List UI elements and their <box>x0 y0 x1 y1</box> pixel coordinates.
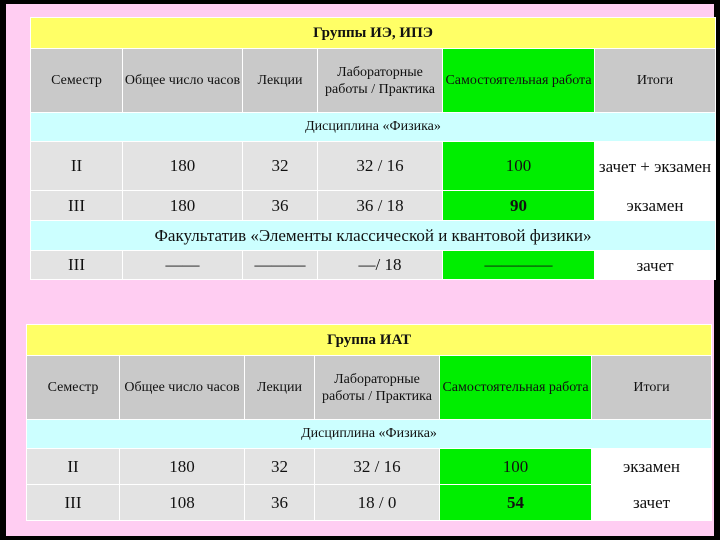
header-self-study: Самостоятельная работа <box>443 49 595 113</box>
header-lectures: Лекции <box>245 356 315 420</box>
header-lectures: Лекции <box>243 49 318 113</box>
cell-total-hours: 180 <box>123 142 243 191</box>
cell-semester: II <box>31 142 123 191</box>
cell-total-hours: 108 <box>120 485 245 521</box>
header-total-hours: Общее число часов <box>123 49 243 113</box>
cell-self-study: 100 <box>443 142 595 191</box>
table-row <box>27 485 712 521</box>
cell-self-study: ———— <box>443 251 595 280</box>
table-row <box>27 449 712 485</box>
cell-results: экзамен <box>595 191 716 221</box>
header-labs: Лабораторные работы / Практика <box>318 49 443 113</box>
cell-labs: 32 / 16 <box>315 449 440 485</box>
cell-lectures: ——— <box>243 251 318 280</box>
table-title: Группа ИАТ <box>27 325 712 356</box>
discipline-label: Дисциплина «Физика» <box>31 113 716 142</box>
cell-labs: 36 / 18 <box>318 191 443 221</box>
header-results: Итоги <box>595 49 716 113</box>
cell-lectures: 36 <box>243 191 318 221</box>
cell-semester: II <box>27 449 120 485</box>
discipline-label: Дисциплина «Физика» <box>27 420 712 449</box>
slide <box>6 4 714 536</box>
cell-semester: III <box>31 251 123 280</box>
header-labs: Лабораторные работы / Практика <box>315 356 440 420</box>
cell-semester: III <box>31 191 123 221</box>
header-self-study: Самостоятельная работа <box>440 356 592 420</box>
header-semester: Семестр <box>31 49 123 113</box>
cell-results: зачет <box>595 251 716 280</box>
table-row <box>31 191 716 221</box>
header-results: Итоги <box>592 356 712 420</box>
table-row <box>31 142 716 191</box>
table-title: Группы ИЭ, ИПЭ <box>31 18 716 49</box>
elective-label: Факультатив «Элементы классической и квантовой физики» <box>31 221 716 251</box>
cell-lectures: 32 <box>245 449 315 485</box>
cell-labs: 18 / 0 <box>315 485 440 521</box>
cell-total-hours: 180 <box>120 449 245 485</box>
cell-results: экзамен <box>592 449 712 485</box>
cell-total-hours: —— <box>123 251 243 280</box>
table-group-iat <box>26 324 712 521</box>
cell-self-study: 100 <box>440 449 592 485</box>
cell-results: зачет <box>592 485 712 521</box>
header-total-hours: Общее число часов <box>120 356 245 420</box>
cell-labs: —/ 18 <box>318 251 443 280</box>
cell-lectures: 32 <box>243 142 318 191</box>
cell-self-study: 90 <box>443 191 595 221</box>
table-groups-ie-ipe <box>30 17 716 280</box>
cell-self-study: 54 <box>440 485 592 521</box>
cell-semester: III <box>27 485 120 521</box>
cell-lectures: 36 <box>245 485 315 521</box>
cell-labs: 32 / 16 <box>318 142 443 191</box>
header-semester: Семестр <box>27 356 120 420</box>
table-row <box>31 251 716 280</box>
cell-results: зачет + экзамен <box>595 142 716 191</box>
cell-total-hours: 180 <box>123 191 243 221</box>
